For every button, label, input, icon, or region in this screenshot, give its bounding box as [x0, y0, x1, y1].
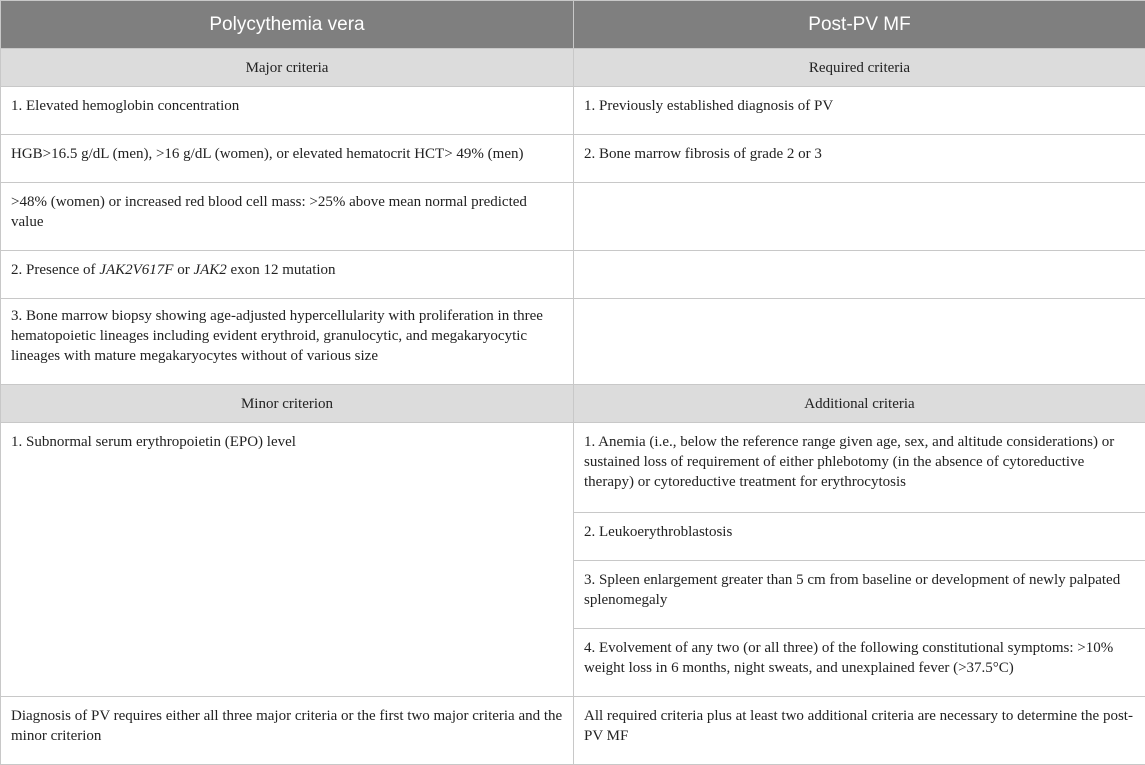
pv-major-2 — [1, 251, 574, 299]
mf-diagnosis-rule: All required criteria plus at least two additional criteria are necessary to determine the post-PV MF — [574, 697, 1145, 765]
table-row — [1, 423, 1145, 513]
table-row — [1, 87, 1145, 135]
table-header-row — [1, 1, 1145, 49]
major-2-prefix: 2. Presence of — [11, 262, 99, 278]
major-2-mid: or — [173, 262, 193, 278]
pv-major-1: 1. Elevated hemoglobin concentration — [1, 87, 574, 135]
section-additional-criteria: Additional criteria — [574, 385, 1145, 423]
section-row — [1, 49, 1145, 87]
mf-additional-4: 4. Evolvement of any two (or all three) of the following constitutional symptoms: >10% weight loss in 6 months, night sweats, and unexplained fever (>37.5°C) — [574, 629, 1145, 697]
table-row — [1, 697, 1145, 765]
pv-major-3: 3. Bone marrow biopsy showing age-adjusted hypercellularity with proliferation in three hematopoietic lineages including evident erythroid, granulocytic, and megakaryocytic lineages with mature megakaryocytes without of various size — [1, 299, 574, 385]
mf-additional-3: 3. Spleen enlargement greater than 5 cm from baseline or development of newly palpated splenomegaly — [574, 561, 1145, 629]
pv-major-1-detail: HGB>16.5 g/dL (men), >16 g/dL (women), or elevated hematocrit HCT> 49% (men) — [1, 135, 574, 183]
gene-jak2v617f: JAK2V617F — [99, 262, 173, 278]
section-major-criteria: Major criteria — [1, 49, 574, 87]
table-row — [1, 135, 1145, 183]
table-row — [1, 299, 1145, 385]
empty-cell — [574, 251, 1145, 299]
empty-cell — [574, 183, 1145, 251]
section-row — [1, 385, 1145, 423]
header-polycythemia-vera: Polycythemia vera — [1, 1, 574, 49]
mf-additional-2: 2. Leukoerythroblastosis — [574, 513, 1145, 561]
major-2-suffix: exon 12 mutation — [227, 262, 336, 278]
mf-required-1: 1. Previously established diagnosis of PV — [574, 87, 1145, 135]
table-row — [1, 251, 1145, 299]
empty-cell — [574, 299, 1145, 385]
pv-minor-1: 1. Subnormal serum erythropoietin (EPO) level — [1, 423, 574, 697]
mf-required-2: 2. Bone marrow fibrosis of grade 2 or 3 — [574, 135, 1145, 183]
section-minor-criterion: Minor criterion — [1, 385, 574, 423]
pv-diagnosis-rule: Diagnosis of PV requires either all three major criteria or the first two major criteria and the minor criterion — [1, 697, 574, 765]
pv-major-1-detail-2: >48% (women) or increased red blood cell mass: >25% above mean normal predicted value — [1, 183, 574, 251]
mf-additional-1: 1. Anemia (i.e., below the reference range given age, sex, and altitude considerations) or sustained loss of requirement of either phlebotomy (in the absence of cytoreductive therapy) or cytoreductive treatment for erythrocytosis — [574, 423, 1145, 513]
gene-jak2: JAK2 — [193, 262, 226, 278]
table-row — [1, 183, 1145, 251]
section-required-criteria: Required criteria — [574, 49, 1145, 87]
header-post-pv-mf: Post-PV MF — [574, 1, 1145, 49]
